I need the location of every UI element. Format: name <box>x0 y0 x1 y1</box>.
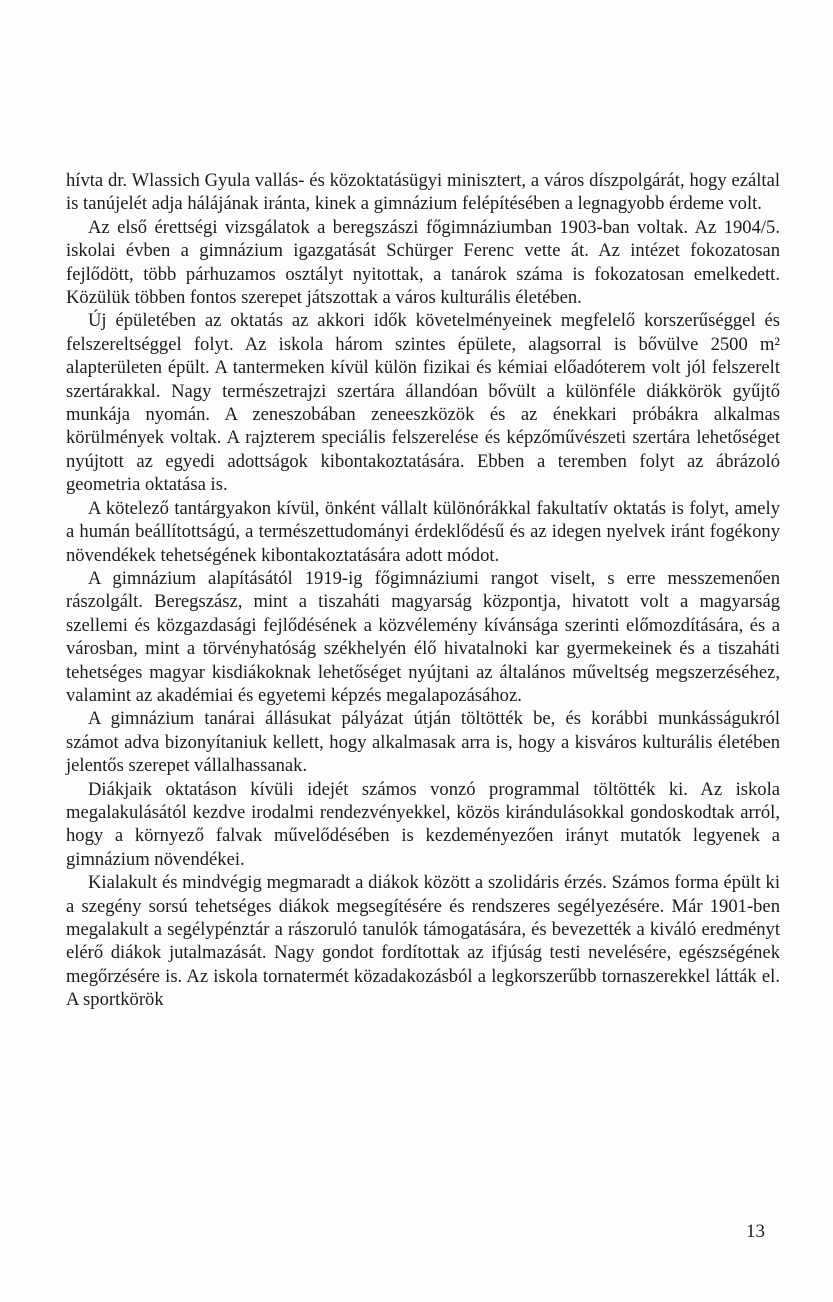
paragraph-4: A kötelező tantárgyakon kívül, önként vállalt különórákkal fakultatív oktatás is folyt, amely a humán beállítottságú, a természettudományi érdeklődésű és az idegen nyelvek iránt fogékony növendékek tehetségének kibontakoztatására adott módot. <box>66 497 780 566</box>
paragraph-3: Új épületében az oktatás az akkori idők követelményeinek megfelelő korszerűséggel és felszereltséggel folyt. Az iskola három szintes épülete, alagsorral is bővülve 2500 m² alapterületen épült. A tantermeken kívül külön fizikai és kémiai előadóterem volt jól felszerelt szertárakkal. Nagy természetrajzi szertára állandóan bővült a különféle diákkörök gyűjtő munkája nyomán. A zeneszobában zeneeszközök és az énekkari próbákra alkalmas körülmények voltak. A rajzterem speciális felszerelése és képzőművészeti szertára lehetőséget nyújtott az egyedi adottságok kibontakoztatására. Ebben a teremben folyt az ábrázoló geometria oktatása is. <box>66 310 780 496</box>
body-text <box>66 169 780 1012</box>
page-number: 13 <box>746 1221 765 1242</box>
paragraph-6: A gimnázium tanárai állásukat pályázat útján töltötték be, és korábbi munkásságukról számot adva bizonyítaniuk kellett, hogy alkalmasak arra is, hogy a kisváros kulturális életében jelentős szerepet vállalhassanak. <box>66 708 780 777</box>
paragraph-8: Kialakult és mindvégig megmaradt a diákok között a szolidáris érzés. Számos forma épült ki a szegény sorsú tehetséges diákok megsegítésére és rendszeres segélyezésére. Már 1901-ben megalakult a segélypénztár a rászoruló tanulók támogatására, és bevezették a kiváló eredményt elérő diákok jutalmazását. Nagy gondot fordítottak az ifjúság testi nevelésére, egészségének megőrzésére is. Az iskola tornatermét közadakozásból a legkorszerűbb tornaszerekkel látták el. A sportkörök <box>66 872 780 1011</box>
paragraph-5: A gimnázium alapításától 1919-ig főgimnáziumi rangot viselt, s erre messzemenően rászolgált. Beregszász, mint a tiszaháti magyarság központja, hivatott volt a magyarság szellemi és közgazdasági fejlődésének a közvélemény kívánsága szerinti előmozdítására, és a városban, mint a törvényhatóság székhelyén élő hivatalnoki kar gyermekeinek és a tiszaháti tehetséges magyar kisdiákoknak lehetőséget nyújtani az általános műveltség megszerzéséhez, valamint az akadémiai és egyetemi képzés megalapozásához. <box>66 567 780 706</box>
paragraph-7: Diákjaik oktatáson kívüli idejét számos vonzó programmal töltötték ki. Az iskola megalakulásától kezdve irodalmi rendezvényekkel, közös kirándulásokkal gondoskodtak arról, hogy a környező falvak művelődésében is kezdeményezően irányt mutatók legyenek a gimnázium növendékei. <box>66 778 780 870</box>
paragraph-1: hívta dr. Wlassich Gyula vallás- és közoktatásügyi minisztert, a város díszpolgárát, hogy ezáltal is tanújelét adja hálájának iránta, kinek a gimnázium felépítésében a legnagyobb érdeme volt. <box>66 170 780 215</box>
paragraph-2: Az első érettségi vizsgálatok a beregszászi főgimnáziumban 1903-ban voltak. Az 1904/5. iskolai évben a gimnázium igazgatását Schürger Ferenc vette át. Az intézet fokozatosan fejlődött, több párhuzamos osztályt nyitottak, a tanárok száma is fokozatosan emelkedett. Közülük többen fontos szerepet játszottak a város kulturális életében. <box>66 216 780 309</box>
